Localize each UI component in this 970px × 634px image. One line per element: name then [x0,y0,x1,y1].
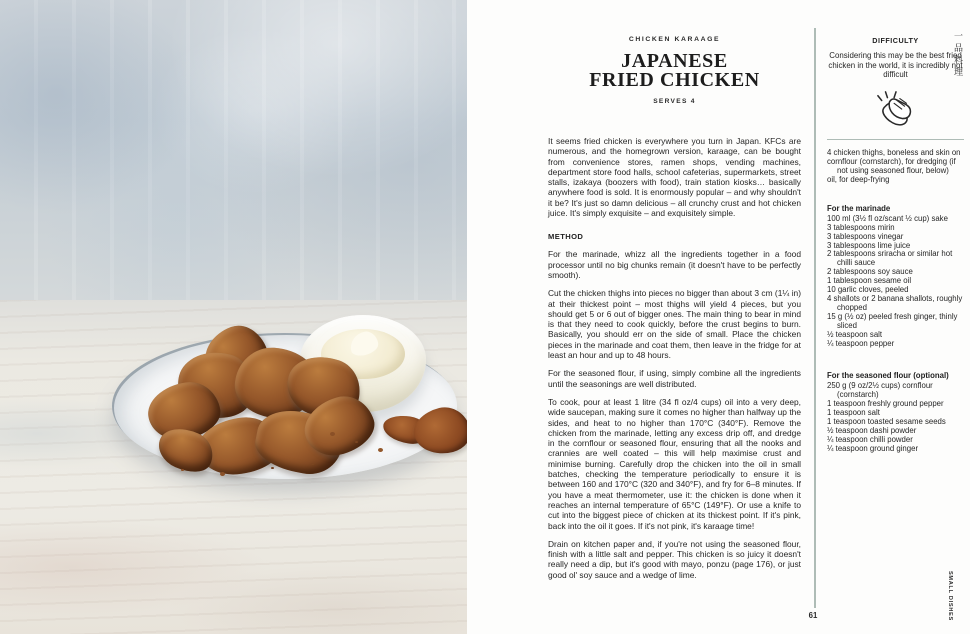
ingredient-item: 250 g (9 oz/2½ cups) cornflour (cornstarch) [827,381,933,400]
ingredient-item: 1 teaspoon freshly ground pepper [827,399,944,409]
ingredient-item: 3 tablespoons lime juice [827,240,911,250]
difficulty-heading: DIFFICULTY [872,36,919,45]
recipe-column [548,28,801,580]
main-ingredients-list [827,149,964,185]
ingredient-item: oil, for deep-frying [827,175,890,184]
method-paragraphs [548,249,801,580]
method-paragraph: Drain on kitchen paper and, if you're not using the seasoned flour, finish with a little salt and pepper. This chicken is so juicy it doesn't really need a dip, but it's good with mayo, ponzu (page 176), or just good ol' soy sauce and a wedge of lime. [548,538,801,580]
difficulty-divider-line [827,139,964,141]
ingredient-item: 1 tablespoon sesame oil [827,276,912,286]
method-paragraph: To cook, pour at least 1 litre (34 fl oz/4 cups) oil into a very deep, wide saucepan, making sure it comes no higher than halfway up the sides, and heat to no higher than 170°C (340°F). Remove the chicken from the marinade, letting any excess drip off, and dredge in the cornflour or seasoned flour, ensuring that all the nooks and crannies are well coated – this will help maximise crust and minimise burning. Carefully drop the chicken into the oil in small batches, checking the temperature periodically to ensure it is between 160 and 170°C (320 and 340°F), and fry for 6–8 minutes. If you have a meat thermometer, use it: the chicken is done when it reaches an internal temperature of 65°C (149°F). Or use a knife to cut into the biggest piece of chicken at its thickest point. If it's pink, back into the oil it goes. If it's not pink, it's karaage time! [548,396,801,531]
ingredient-item: ¼ teaspoon pepper [827,338,895,348]
ingredients-column [827,30,964,454]
ingredient-item: ½ teaspoon dashi powder [827,425,917,435]
ingredient-item: 4 chicken thighs, boneless and skin on [827,148,961,158]
ingredient-item: ¼ teaspoon ground ginger [827,443,919,453]
marinade-heading: For the marinade [827,203,891,213]
chapter-name-label: SMALL DISHES [947,571,953,621]
photo-wall-background [0,0,467,318]
seasoned-flour-ingredients-list [827,382,964,453]
ingredient-item: 1 teaspoon salt [827,408,880,418]
ingredient-item: ¼ teaspoon chilli powder [827,434,913,444]
method-paragraph: Cut the chicken thighs into pieces no bigger than about 3 cm (1¼ in) at their thickest point – most thighs will yield 4 pieces, but you should get 5 or 6 out of bigger ones. The main thing to bear in mind is that they need to cook quickly, before the crust begins to burn. Basically, you should err on the side of small. Place the chicken pieces in the marinade and coat them, then leave in the fridge for at least an hour and up to 48 hours. [548,288,801,361]
ingredient-item: 3 tablespoons mirin [827,222,895,232]
serves-label: SERVES 4 [653,98,696,105]
recipe-title [548,52,801,90]
page-number: 61 [808,611,818,620]
ingredient-item: 2 tablespoons soy sauce [827,267,913,277]
column-divider-line [814,28,816,608]
method-paragraph: For the marinade, whizz all the ingredients together in a food processor until no big chunks remain (it doesn't have to be perfectly smooth). [548,249,801,280]
difficulty-note: Considering this may be the best fried chicken in the world, it is incredibly not difficult [828,51,963,80]
method-heading: METHOD [548,232,584,242]
ingredient-item: 4 shallots or 2 banana shallots, roughly chopped [827,293,963,312]
ingredient-item: 100 ml (3½ fl oz/scant ½ cup) sake [827,213,948,223]
ingredient-item: cornflour (cornstarch), for dredging (if not using seasoned flour, below) [827,157,956,176]
ingredient-item: 10 garlic cloves, peeled [827,285,909,295]
recipe-title-line2: FRIED CHICKEN [589,69,760,91]
seasoned-flour-heading: For the seasoned flour (optional) [827,371,949,381]
method-paragraph: For the seasoned flour, if using, simply combine all the ingredients until the seasonings are well distributed. [548,368,801,389]
recipe-intro: It seems fried chicken is everywhere you turn in Japan. KFCs are numerous, and the homegrown version, karaage, can be bought from convenience stores, ramen shops, vending machines, department store food halls, school cafeterias, supermarkets, street stalls, izakaya (boozers with food), train station kiosks… basically anywhere food is sold. It is enormously popular – and why shouldn't it be? It's just so damn delicious – all crunchy crust and hot chicken juice. It's simply exquisite – and exquisitely simple. [548,136,801,219]
ingredient-item: 3 tablespoons vinegar [827,231,904,241]
ingredient-item: 1 teaspoon toasted sesame seeds [827,416,946,426]
marinade-ingredients-list [827,215,964,349]
recipe-title-line1: JAPANESE [621,50,728,72]
photo-crumbs [330,432,335,436]
clapping-hands-icon [873,90,919,130]
ingredient-item: ½ teaspoon salt [827,329,883,339]
karaage-photo [0,0,467,634]
ingredient-item: 15 g (½ oz) peeled fresh ginger, thinly sliced [827,311,958,330]
recipe-kicker: CHICKEN KARAAGE [628,36,721,43]
ingredient-item: 2 tablespoons sriracha or similar hot chilli sauce [827,249,953,268]
japanese-chapter-label: 一品料理 [952,31,962,79]
